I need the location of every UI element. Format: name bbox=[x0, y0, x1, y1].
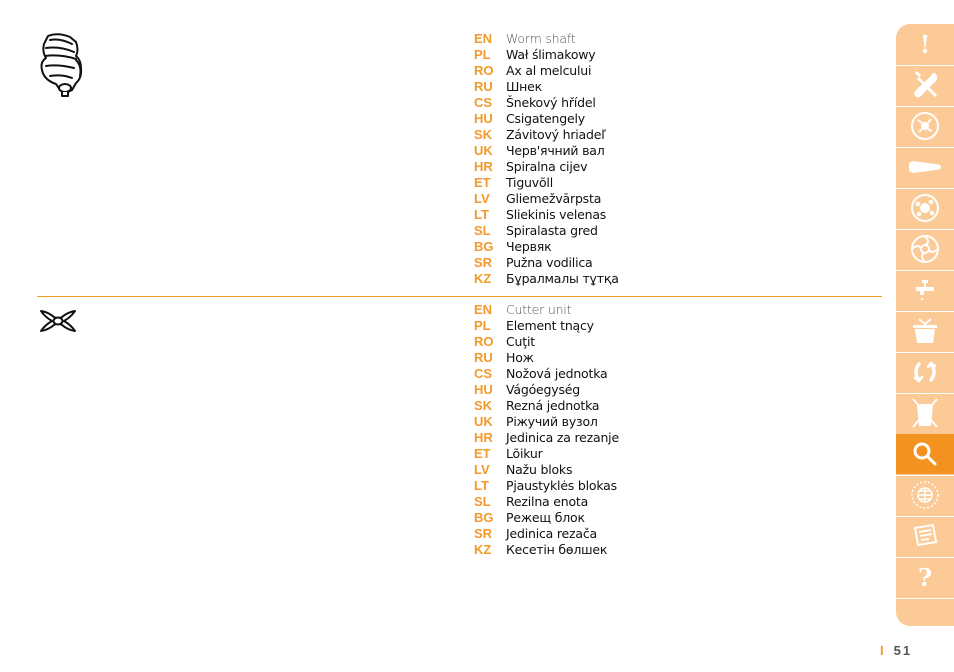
page-number-value: 51 bbox=[893, 643, 913, 658]
list-item bbox=[474, 334, 619, 350]
language-code: LV bbox=[474, 462, 490, 477]
tab-help[interactable] bbox=[896, 557, 954, 597]
language-code: ET bbox=[474, 175, 491, 190]
language-code: KZ bbox=[474, 542, 492, 557]
translation-text: Lõikur bbox=[506, 446, 543, 461]
translation-text: Element tnący bbox=[506, 318, 594, 333]
worm-shaft-icon bbox=[907, 157, 943, 177]
translation-text: Jedinica rezača bbox=[506, 526, 597, 541]
svg-text:?: ? bbox=[917, 563, 933, 592]
tab-disc[interactable] bbox=[896, 106, 954, 146]
tab-disposal[interactable] bbox=[896, 393, 954, 433]
translation-text: Csigatengely bbox=[506, 111, 585, 126]
grater-disc-icon bbox=[909, 192, 941, 224]
list-item bbox=[474, 526, 619, 542]
language-code: PL bbox=[474, 47, 491, 62]
translation-text: Pjaustyklės blokas bbox=[506, 478, 617, 493]
document-icon bbox=[909, 520, 941, 552]
language-code: PL bbox=[474, 318, 491, 333]
tab-worldwide[interactable] bbox=[896, 475, 954, 515]
translation-text: Cutter unit bbox=[506, 302, 572, 317]
translation-text: Кесетін бөлшек bbox=[506, 542, 608, 557]
translation-text: Jedinica za rezanje bbox=[506, 430, 619, 445]
language-code: BG bbox=[474, 239, 494, 254]
cutter-unit-icon bbox=[38, 308, 78, 334]
page-number bbox=[880, 643, 912, 658]
language-code: SL bbox=[474, 223, 491, 238]
svg-text:!: ! bbox=[919, 30, 931, 59]
tools-icon bbox=[909, 69, 941, 101]
translation-text: Nožová jednotka bbox=[506, 366, 608, 381]
language-code: HU bbox=[474, 382, 493, 397]
list-item bbox=[474, 494, 619, 510]
tab-document[interactable] bbox=[896, 516, 954, 556]
language-code: HR bbox=[474, 159, 493, 174]
cutter-unit-translations bbox=[474, 302, 619, 558]
list-item bbox=[474, 223, 619, 239]
language-code: KZ bbox=[474, 271, 492, 286]
list-item bbox=[474, 510, 619, 526]
globe-icon bbox=[909, 479, 941, 511]
language-code: ET bbox=[474, 446, 491, 461]
translation-text: Spiralasta gred bbox=[506, 223, 598, 238]
list-item bbox=[474, 159, 619, 175]
tab-grater-disc[interactable] bbox=[896, 188, 954, 228]
language-code: UK bbox=[474, 143, 493, 158]
worm-shaft-translations bbox=[474, 31, 619, 287]
worm-shaft-icon bbox=[36, 30, 86, 98]
tab-recycle[interactable] bbox=[896, 352, 954, 392]
translation-text: Šnekový hřídel bbox=[506, 95, 596, 110]
language-code: CS bbox=[474, 366, 493, 381]
list-item bbox=[474, 31, 619, 47]
translation-text: Нож bbox=[506, 350, 534, 365]
language-code: SK bbox=[474, 127, 493, 142]
translation-text: Черв'ячний вал bbox=[506, 143, 605, 158]
tab-faucet[interactable] bbox=[896, 270, 954, 310]
language-code: HU bbox=[474, 111, 493, 126]
recycle-icon bbox=[909, 356, 941, 388]
magnifier-icon bbox=[910, 439, 940, 469]
list-item bbox=[474, 398, 619, 414]
language-code: HR bbox=[474, 430, 493, 445]
language-code: RO bbox=[474, 63, 494, 78]
translation-text: Бұралмалы тұтқа bbox=[506, 271, 619, 286]
translation-text: Vágóegység bbox=[506, 382, 580, 397]
language-code: LT bbox=[474, 478, 489, 493]
translation-text: Závitový hriadeľ bbox=[506, 127, 606, 142]
translation-text: Rezilna enota bbox=[506, 494, 589, 509]
language-code: RU bbox=[474, 350, 493, 365]
language-code: SR bbox=[474, 526, 493, 541]
list-item bbox=[474, 271, 619, 287]
list-item bbox=[474, 446, 619, 462]
warning-icon bbox=[910, 29, 940, 59]
list-item bbox=[474, 127, 619, 143]
translation-text: Шнек bbox=[506, 79, 542, 94]
list-item bbox=[474, 143, 619, 159]
translation-text: Pužna vodilica bbox=[506, 255, 593, 270]
language-code: SK bbox=[474, 398, 493, 413]
translation-text: Режещ блок bbox=[506, 510, 585, 525]
translation-text: Spiralna cijev bbox=[506, 159, 588, 174]
list-item bbox=[474, 430, 619, 446]
translation-text: Nažu bloks bbox=[506, 462, 573, 477]
section-divider bbox=[37, 296, 882, 297]
list-item bbox=[474, 63, 619, 79]
list-item bbox=[474, 318, 619, 334]
faucet-icon bbox=[910, 275, 940, 305]
translation-text: Червяк bbox=[506, 239, 552, 254]
language-code: RO bbox=[474, 334, 494, 349]
tab-storage[interactable] bbox=[896, 311, 954, 351]
page-bar: I bbox=[880, 643, 886, 658]
translation-text: Tiguvõll bbox=[506, 175, 553, 190]
storage-box-icon bbox=[909, 315, 941, 347]
translation-text: Wał ślimakowy bbox=[506, 47, 596, 62]
translation-text: Gliemežvārpsta bbox=[506, 191, 602, 206]
language-code: BG bbox=[474, 510, 494, 525]
translation-text: Sliekinis velenas bbox=[506, 207, 607, 222]
list-item bbox=[474, 47, 619, 63]
tab-shredder-disc[interactable] bbox=[896, 229, 954, 269]
language-code: EN bbox=[474, 31, 493, 46]
chapter-sidebar bbox=[896, 24, 954, 626]
tab-warning[interactable] bbox=[896, 24, 954, 64]
tab-tools[interactable] bbox=[896, 65, 954, 105]
translation-text: Rezná jednotka bbox=[506, 398, 600, 413]
question-icon bbox=[910, 562, 940, 592]
translation-text: Ax al melcului bbox=[506, 63, 592, 78]
list-item bbox=[474, 239, 619, 255]
list-item bbox=[474, 414, 619, 430]
disc-icon bbox=[909, 110, 941, 142]
crossed-bin-icon bbox=[909, 396, 941, 430]
translation-text: Worm shaft bbox=[506, 31, 576, 46]
list-item bbox=[474, 207, 619, 223]
list-item bbox=[474, 79, 619, 95]
language-code: UK bbox=[474, 414, 493, 429]
list-item bbox=[474, 350, 619, 366]
list-item bbox=[474, 175, 619, 191]
language-code: EN bbox=[474, 302, 493, 317]
tab-worm-shaft[interactable] bbox=[896, 147, 954, 187]
language-code: LV bbox=[474, 191, 490, 206]
list-item bbox=[474, 255, 619, 271]
language-code: CS bbox=[474, 95, 493, 110]
tab-search[interactable] bbox=[896, 434, 954, 474]
list-item bbox=[474, 462, 619, 478]
list-item bbox=[474, 191, 619, 207]
list-item bbox=[474, 366, 619, 382]
list-item bbox=[474, 95, 619, 111]
list-item bbox=[474, 302, 619, 318]
list-item bbox=[474, 111, 619, 127]
language-code: SL bbox=[474, 494, 491, 509]
list-item bbox=[474, 542, 619, 558]
translation-text: Cuţit bbox=[506, 334, 535, 349]
language-code: SR bbox=[474, 255, 493, 270]
language-code: RU bbox=[474, 79, 493, 94]
translation-text: Ріжучий вузол bbox=[506, 414, 598, 429]
language-code: LT bbox=[474, 207, 489, 222]
list-item bbox=[474, 478, 619, 494]
shredder-disc-icon bbox=[909, 233, 941, 265]
list-item bbox=[474, 382, 619, 398]
